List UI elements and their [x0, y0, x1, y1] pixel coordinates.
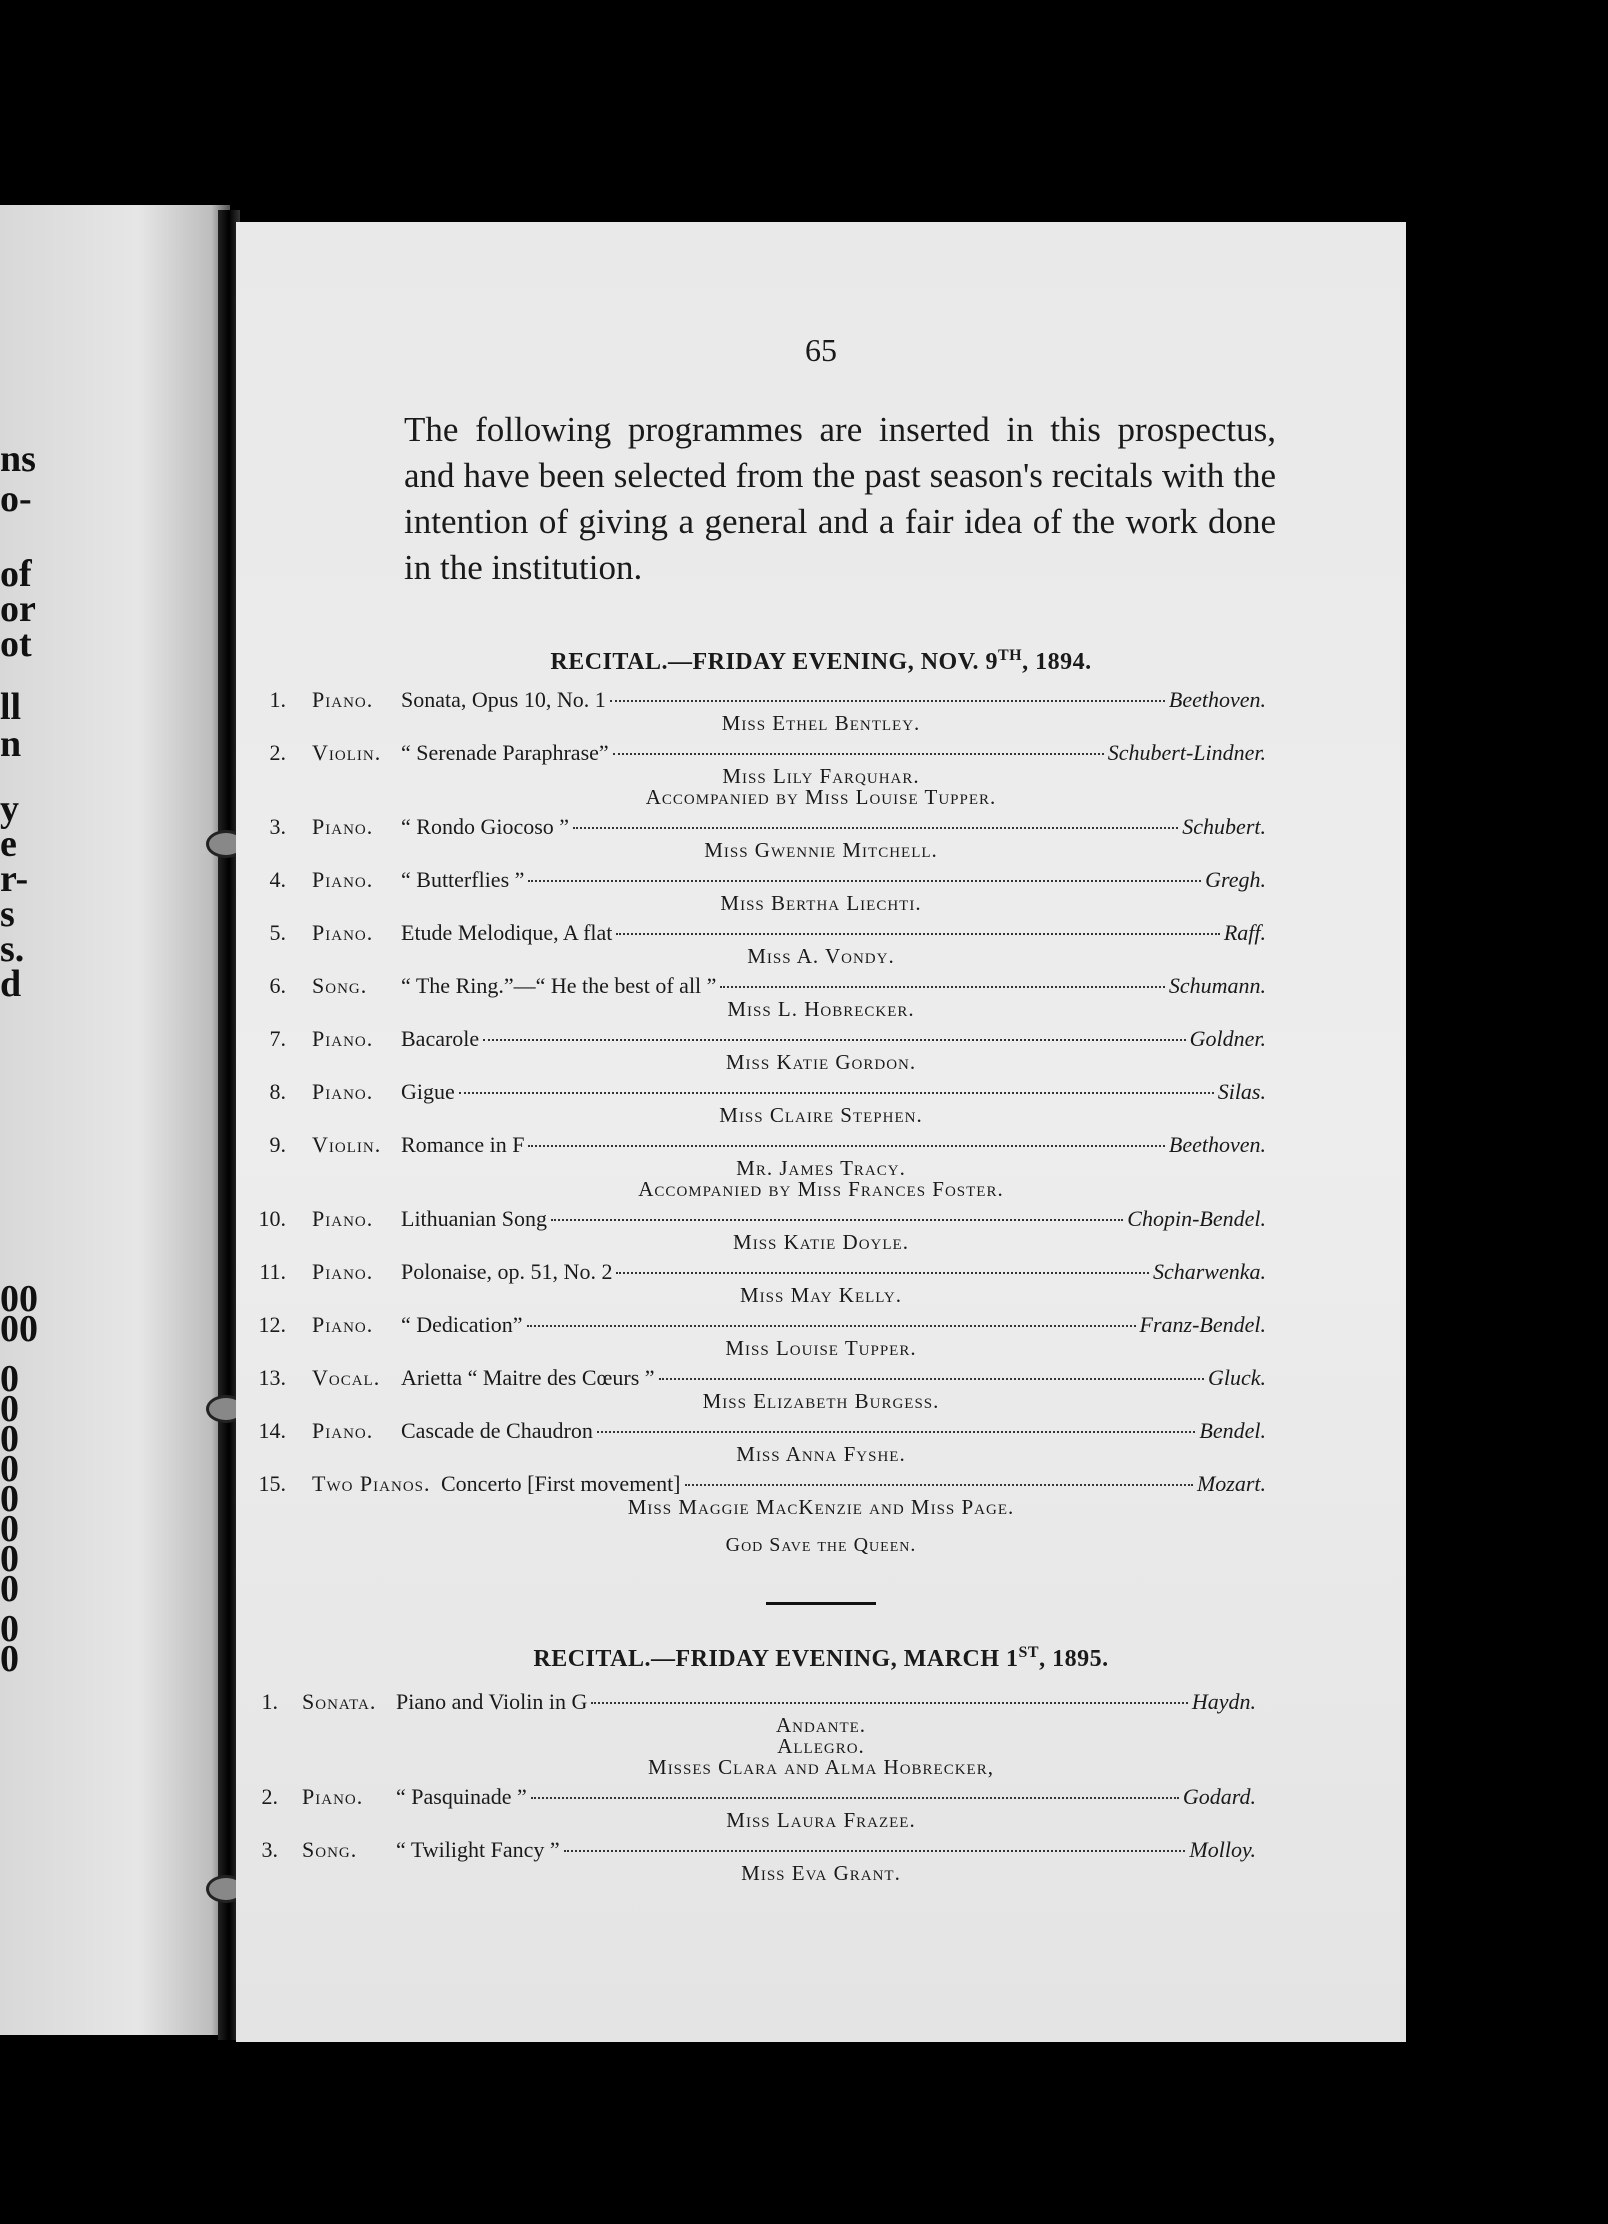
dot-leader	[551, 1219, 1123, 1221]
dot-leader	[616, 933, 1219, 935]
item-instrument: Two Pianos.	[312, 1471, 431, 1496]
programme-item	[396, 1689, 1256, 1715]
performer-line: Miss Laura Frazee.	[726, 1808, 916, 1832]
composer: Schumann.	[1168, 973, 1266, 998]
piece-title: Concerto [First movement]	[441, 1471, 681, 1496]
page-number: 65	[805, 332, 837, 368]
performer-line: Miss Gwennie Mitchell.	[704, 838, 938, 862]
composer: Gluck.	[1207, 1365, 1266, 1390]
performer-line: Miss L. Hobrecker.	[727, 997, 915, 1021]
composer: Scharwenka.	[1152, 1259, 1266, 1284]
left-page-text-fragment: s	[0, 893, 15, 935]
item-instrument: Piano.	[312, 814, 374, 839]
item-instrument: Piano.	[312, 867, 374, 892]
composer: Beethoven.	[1168, 687, 1266, 712]
performer-line: Allegro.	[777, 1734, 865, 1758]
performer-line: Miss Katie Doyle.	[733, 1230, 909, 1254]
item-number: 3.	[269, 814, 286, 839]
left-page-text-fragment: e	[0, 823, 17, 865]
performer-line: Miss Bertha Liechti.	[720, 891, 922, 915]
recital-1-title: RECITAL.—FRIDAY EVENING, NOV. 9TH, 1894.	[550, 647, 1092, 675]
performer-line: Misses Clara and Alma Hobrecker,	[648, 1755, 994, 1779]
dot-leader	[610, 700, 1165, 702]
piece-title: “ Rondo Giocoso ”	[401, 814, 570, 839]
programme-item	[401, 1418, 1266, 1444]
left-page-text-fragment: 0	[0, 1638, 19, 1680]
item-number: 8.	[269, 1079, 286, 1104]
left-page-text-fragment: s.	[0, 928, 25, 970]
left-page-text-fragment: 00	[0, 1278, 38, 1320]
left-page-text-fragment: o-	[0, 478, 32, 520]
left-page	[0, 205, 230, 2035]
item-number: 14.	[258, 1418, 286, 1443]
programme-item	[401, 867, 1266, 893]
programme-item	[396, 1784, 1256, 1810]
composer: Goldner.	[1189, 1026, 1266, 1051]
programme-item	[401, 973, 1266, 999]
left-page-text-fragment: ll	[0, 686, 22, 728]
item-number: 3.	[261, 1837, 278, 1862]
performer-line: Miss A. Vondy.	[747, 944, 895, 968]
dot-leader	[720, 986, 1164, 988]
left-page-text-fragment: ns	[0, 438, 36, 480]
composer: Bendel.	[1199, 1418, 1266, 1443]
dot-leader	[685, 1484, 1193, 1486]
item-number: 11.	[259, 1259, 286, 1284]
composer: Mozart.	[1196, 1471, 1266, 1496]
performer-line: Miss Maggie MacKenzie and Miss Page.	[627, 1495, 1015, 1519]
programme-item	[401, 687, 1266, 713]
item-instrument: Piano.	[302, 1784, 364, 1809]
left-page-text-fragment: ot	[0, 623, 32, 665]
piece-title: Romance in F	[401, 1132, 525, 1157]
item-number: 10.	[258, 1206, 286, 1231]
left-page-text-fragment: n	[0, 723, 22, 765]
piece-title: Cascade de Chaudron	[401, 1418, 593, 1443]
item-instrument: Song.	[312, 973, 368, 998]
item-instrument: Violin.	[312, 740, 382, 765]
section-divider	[766, 1602, 876, 1605]
performer-line: Miss Louise Tupper.	[725, 1336, 917, 1360]
document-page	[236, 222, 1406, 2042]
performer-line: Accompanied by Miss Louise Tupper.	[645, 785, 997, 809]
programme-item	[401, 1132, 1266, 1158]
programme-item	[401, 920, 1266, 946]
piece-title: Lithuanian Song	[401, 1206, 548, 1231]
dot-leader	[528, 1145, 1164, 1147]
programme-item	[401, 1259, 1266, 1285]
piece-title: Bacarole	[401, 1026, 480, 1051]
composer: Schubert-Lindner.	[1107, 740, 1266, 765]
recital-2-title: RECITAL.—FRIDAY EVENING, MARCH 1ST, 1895.	[533, 1644, 1109, 1672]
item-number: 12.	[258, 1312, 286, 1337]
performer-line: Miss Eva Grant.	[741, 1861, 901, 1885]
dot-leader	[659, 1378, 1204, 1380]
item-instrument: Piano.	[312, 920, 374, 945]
programme-item	[401, 814, 1266, 840]
left-page-text-fragment: 0	[0, 1448, 19, 1490]
piece-title: Polonaise, op. 51, No. 2	[401, 1259, 613, 1284]
left-page-text-fragment: 0	[0, 1478, 19, 1520]
left-page-text-fragment: 0	[0, 1568, 19, 1610]
left-page-text-fragment: y	[0, 788, 19, 830]
left-page-text-fragment: 0	[0, 1388, 19, 1430]
performer-line: Miss Ethel Bentley.	[721, 711, 921, 735]
left-page-text-fragment: 0	[0, 1608, 19, 1650]
dot-leader	[459, 1092, 1214, 1094]
item-instrument: Piano.	[312, 1079, 374, 1104]
item-instrument: Sonata.	[302, 1689, 377, 1714]
item-instrument: Piano.	[312, 1418, 374, 1443]
item-instrument: Piano.	[312, 1206, 374, 1231]
item-instrument: Piano.	[312, 1259, 374, 1284]
performer-line: Accompanied by Miss Frances Foster.	[638, 1177, 1004, 1201]
dot-leader	[613, 753, 1104, 755]
item-number: 2.	[261, 1784, 278, 1809]
dot-leader	[564, 1850, 1186, 1852]
programme-item	[401, 1312, 1266, 1338]
piece-title: “ Dedication”	[401, 1312, 523, 1337]
piece-title: Arietta “ Maitre des Cœurs ”	[401, 1365, 655, 1390]
left-page-text-fragment: or	[0, 588, 36, 630]
left-page-text-fragment: r-	[0, 858, 29, 900]
piece-title: Gigue	[401, 1079, 455, 1104]
performer-line: Miss May Kelly.	[739, 1283, 903, 1307]
item-instrument: Piano.	[312, 1026, 374, 1051]
performer-line: Miss Claire Stephen.	[719, 1103, 923, 1127]
composer: Molloy.	[1189, 1837, 1256, 1862]
composer: Schubert.	[1182, 814, 1266, 839]
dot-leader	[483, 1039, 1185, 1041]
composer: Haydn.	[1191, 1689, 1256, 1714]
item-number: 4.	[269, 867, 286, 892]
dot-leader	[527, 1325, 1136, 1327]
programme-item	[396, 1837, 1256, 1863]
piece-title: Piano and Violin in G	[396, 1689, 588, 1714]
left-page-text-fragment: 0	[0, 1418, 19, 1460]
piece-title: “ Twilight Fancy ”	[396, 1837, 560, 1862]
piece-title: Sonata, Opus 10, No. 1	[401, 687, 606, 712]
item-instrument: Violin.	[312, 1132, 382, 1157]
left-page-text-fragment: of	[0, 553, 32, 595]
composer: Beethoven.	[1168, 1132, 1266, 1157]
dot-leader	[528, 880, 1201, 882]
piece-title: Etude Melodique, A flat	[401, 920, 613, 945]
item-instrument: Vocal.	[312, 1365, 381, 1390]
left-page-text-fragment: d	[0, 963, 22, 1005]
performer-line: Miss Anna Fyshe.	[736, 1442, 906, 1466]
performer-line: Miss Lily Farquhar.	[722, 764, 920, 788]
composer: Raff.	[1223, 920, 1266, 945]
item-number: 7.	[269, 1026, 286, 1051]
item-number: 1.	[261, 1689, 278, 1714]
item-number: 1.	[269, 687, 286, 712]
item-number: 15.	[258, 1471, 286, 1496]
left-page-text-fragment: 0	[0, 1358, 19, 1400]
programme-item	[401, 1206, 1266, 1232]
programme-item	[401, 1026, 1266, 1052]
piece-title: “ Pasquinade ”	[396, 1784, 527, 1809]
left-page-text-fragment: 0	[0, 1538, 19, 1580]
piece-title: “ Serenade Paraphrase”	[401, 740, 609, 765]
dot-leader	[573, 827, 1178, 829]
closing-line: God Save the Queen.	[725, 1534, 917, 1556]
item-instrument: Piano.	[312, 1312, 374, 1337]
item-number: 13.	[258, 1365, 286, 1390]
left-page-text-fragment: 00	[0, 1308, 38, 1350]
programme-item	[401, 740, 1266, 766]
item-instrument: Piano.	[312, 687, 374, 712]
programme-item	[441, 1471, 1266, 1497]
item-number: 6.	[269, 973, 286, 998]
composer: Franz-Bendel.	[1139, 1312, 1266, 1337]
composer: Silas.	[1217, 1079, 1266, 1104]
piece-title: “ Butterflies ”	[401, 867, 525, 892]
dot-leader	[597, 1431, 1196, 1433]
performer-line: Andante.	[775, 1713, 867, 1737]
composer: Godard.	[1182, 1784, 1256, 1809]
dot-leader	[531, 1797, 1179, 1799]
item-number: 2.	[269, 740, 286, 765]
dot-leader	[616, 1272, 1149, 1274]
composer: Chopin-Bendel.	[1127, 1206, 1266, 1231]
performer-line: Miss Elizabeth Burgess.	[702, 1389, 940, 1413]
performer-line: Mr. James Tracy.	[736, 1156, 906, 1180]
intro-paragraph: The following programmes are inserted in this prospectus, and have been selected from the past season's recitals with the intention of giving a general and a fair idea of the work done in the institution.	[404, 410, 1276, 587]
piece-title: “ The Ring.”—“ He the best of all ”	[401, 973, 717, 998]
composer: Gregh.	[1205, 867, 1266, 892]
programme-item	[401, 1079, 1266, 1105]
item-instrument: Song.	[302, 1837, 358, 1862]
performer-line: Miss Katie Gordon.	[725, 1050, 917, 1074]
left-page-text-fragment: 0	[0, 1508, 19, 1550]
programme-item	[401, 1365, 1266, 1391]
item-number: 9.	[269, 1132, 286, 1157]
dot-leader	[591, 1702, 1187, 1704]
item-number: 5.	[269, 920, 286, 945]
